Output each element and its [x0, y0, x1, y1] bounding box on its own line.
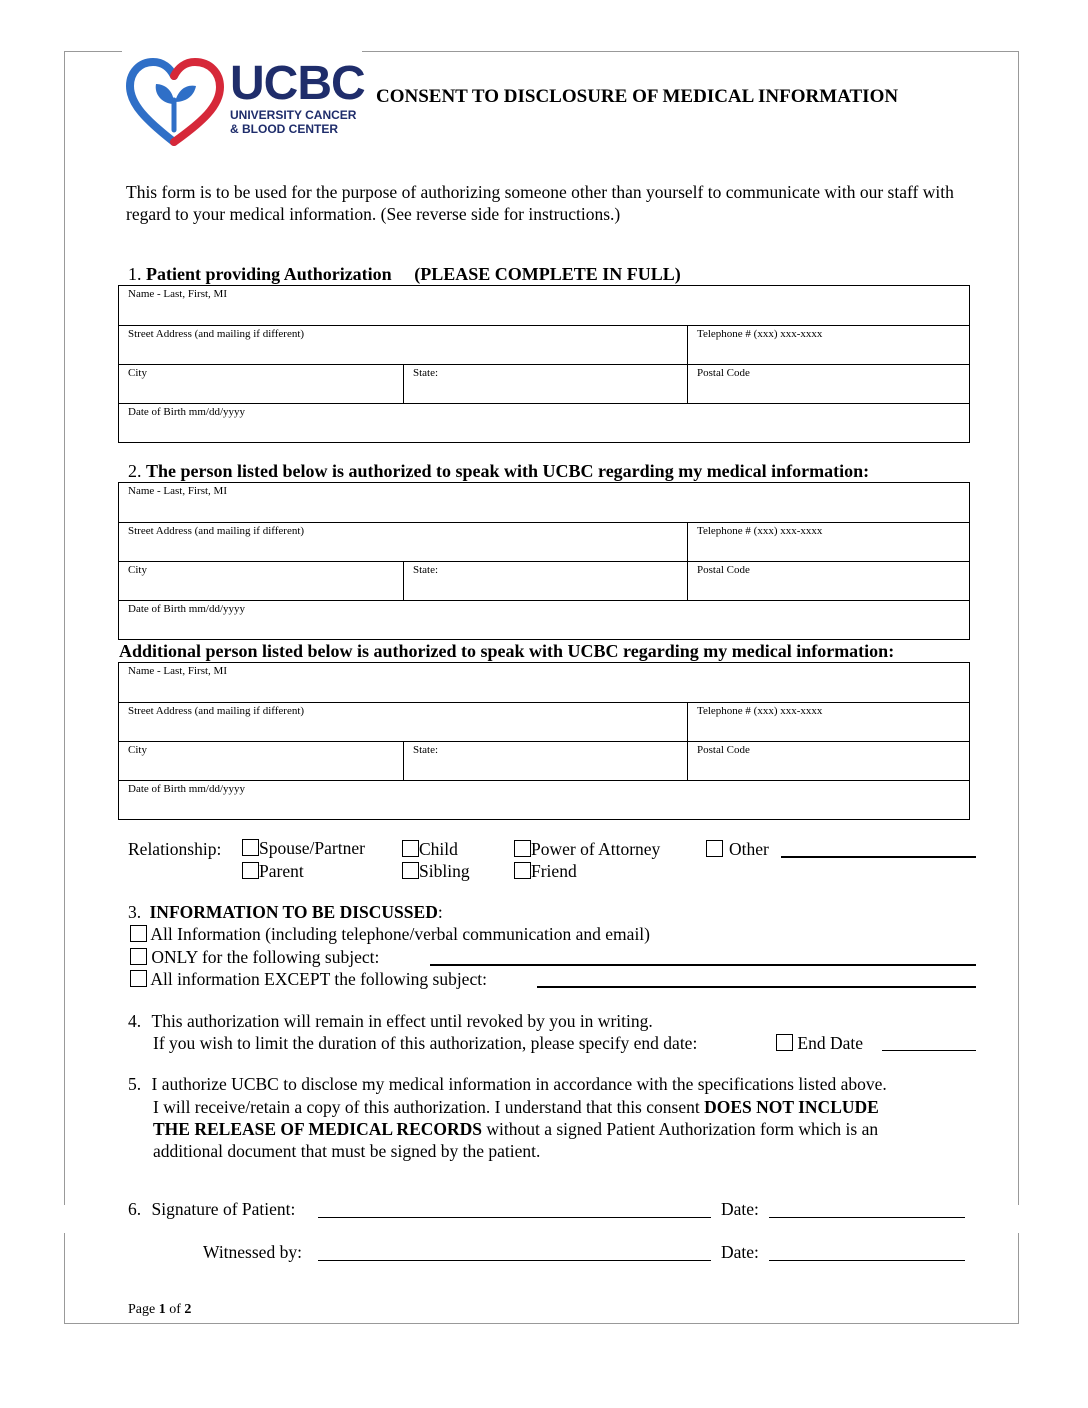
person1-state-field[interactable] [403, 562, 687, 600]
relationship-label: Relationship: [128, 839, 222, 859]
form-title: CONSENT TO DISCLOSURE OF MEDICAL INFORMATION [376, 86, 899, 107]
name-label: Name - Last, First, MI [128, 288, 227, 300]
postal-label: Postal Code [697, 367, 750, 379]
signature-date-line[interactable] [769, 1217, 965, 1218]
intro-text: This form is to be used for the purpose of authorizing someone other than yourself to communicate with our staff with regard to your medical information. (See reverse side for instructions.) [126, 182, 954, 224]
section-3-heading [128, 901, 443, 924]
info-except-label: All information EXCEPT the following subject: [150, 969, 487, 989]
section-5-text-3b: without a signed Patient Authorization form which is an [482, 1119, 879, 1139]
person2-state-field[interactable] [403, 742, 687, 780]
dob-label: Date of Birth mm/dd/yyyy [128, 783, 246, 795]
end-date-checkbox[interactable] [776, 1034, 793, 1051]
signature-label: Signature of Patient: [151, 1199, 296, 1219]
sibling-label: Sibling [419, 861, 470, 881]
patient-city-field[interactable] [119, 365, 403, 403]
parent-checkbox[interactable] [242, 862, 259, 879]
telephone-label: Telephone # (xxx) xxx-xxxx [697, 705, 823, 717]
relationship-child[interactable] [402, 838, 458, 861]
section-3-colon: : [437, 902, 443, 922]
section-2-title: The person listed below is authorized to speak with UCBC regarding my medical information: [146, 461, 870, 481]
section-5-text-2a: I will receive/retain a copy of this authorization. I understand that this consent [153, 1097, 705, 1117]
relationship-poa[interactable] [514, 838, 660, 861]
witness-label: Witnessed by: [203, 1242, 302, 1262]
person1-postal-field[interactable] [687, 562, 969, 600]
person2-city-field[interactable] [119, 742, 403, 780]
section-6-number: 6. [128, 1199, 142, 1219]
end-date-blank-line[interactable] [882, 1050, 976, 1051]
witness-line[interactable] [318, 1260, 711, 1261]
section-4-number: 4. [128, 1011, 142, 1031]
person1-name-field[interactable] [119, 483, 969, 522]
section-5-line-4: additional document that must be signed by the patient. [153, 1141, 541, 1161]
person1-city-field[interactable] [119, 562, 403, 600]
person2-street-field[interactable] [119, 703, 687, 741]
state-label: State: [413, 744, 439, 756]
patient-street-field[interactable] [119, 326, 687, 364]
patient-telephone-field[interactable] [687, 326, 969, 364]
section-2-number: 2. [128, 461, 142, 481]
brand-wordmark [230, 57, 365, 136]
spouse-label: Spouse/Partner [259, 838, 365, 858]
additional-person-heading [119, 641, 894, 662]
info-only-label: ONLY for the following subject: [151, 947, 380, 967]
frame-gap-top [122, 47, 362, 55]
poa-label: Power of Attorney [531, 839, 661, 859]
parent-label: Parent [259, 861, 304, 881]
info-all-checkbox[interactable] [130, 925, 147, 942]
section-5-text-2b: DOES NOT INCLUDE [704, 1097, 879, 1117]
spouse-checkbox[interactable] [242, 839, 259, 856]
end-date-label: End Date [797, 1033, 863, 1053]
child-checkbox[interactable] [402, 840, 419, 857]
patient-dob-field[interactable] [119, 404, 969, 442]
section-1-title: Patient providing Authorization [146, 264, 392, 284]
telephone-label: Telephone # (xxx) xxx-xxxx [697, 328, 823, 340]
info-only-blank-line[interactable] [430, 964, 976, 966]
patient-postal-field[interactable] [687, 365, 969, 403]
of-word: of [165, 1302, 185, 1317]
info-only-option[interactable] [130, 946, 379, 969]
person2-dob-field[interactable] [119, 781, 969, 819]
patient-info-grid [118, 285, 970, 443]
person2-name-field[interactable] [119, 663, 969, 702]
section-5-line-2 [153, 1096, 879, 1119]
page-total: 2 [184, 1302, 192, 1317]
relationship-sibling[interactable] [402, 860, 470, 883]
postal-label: Postal Code [697, 564, 750, 576]
end-date-option[interactable] [776, 1032, 863, 1055]
state-label: State: [413, 564, 439, 576]
frame-gap-right [1014, 1205, 1024, 1233]
additional-person-grid [118, 662, 970, 820]
page-number [128, 1302, 191, 1318]
person1-street-field[interactable] [119, 523, 687, 561]
section-3-title: INFORMATION TO BE DISCUSSED [149, 902, 438, 922]
poa-checkbox[interactable] [514, 840, 531, 857]
relationship-parent[interactable] [242, 860, 304, 883]
sibling-checkbox[interactable] [402, 862, 419, 879]
brand-name: UCBC [230, 57, 365, 110]
postal-label: Postal Code [697, 744, 750, 756]
section-4-line-2: If you wish to limit the duration of this authorization, please specify end date: [153, 1033, 698, 1053]
person1-dob-field[interactable] [119, 601, 969, 639]
name-label: Name - Last, First, MI [128, 485, 227, 497]
name-label: Name - Last, First, MI [128, 665, 227, 677]
section-3-number: 3. [128, 902, 142, 922]
street-label: Street Address (and mailing if different) [128, 525, 305, 537]
info-except-checkbox[interactable] [130, 970, 147, 987]
page-word: Page [128, 1302, 159, 1317]
authorized-person-grid [118, 482, 970, 640]
friend-label: Friend [531, 861, 577, 881]
section-1-heading [128, 264, 681, 285]
person2-telephone-field[interactable] [687, 703, 969, 741]
info-only-checkbox[interactable] [130, 948, 147, 965]
info-all-option[interactable] [130, 923, 650, 946]
street-label: Street Address (and mailing if different) [128, 705, 305, 717]
frame-gap-left [60, 1205, 70, 1233]
section-5-text-3a: THE RELEASE OF MEDICAL RECORDS [153, 1119, 482, 1139]
witness-date-line[interactable] [769, 1260, 965, 1261]
patient-name-field[interactable] [119, 286, 969, 325]
other-checkbox[interactable] [706, 840, 723, 857]
relationship-other[interactable] [706, 838, 769, 861]
patient-state-field[interactable] [403, 365, 687, 403]
street-label: Street Address (and mailing if different) [128, 328, 305, 340]
section-5-line-1 [128, 1073, 887, 1096]
city-label: City [128, 744, 147, 756]
state-label: State: [413, 367, 439, 379]
section-5-text-1: I authorize UCBC to disclose my medical information in accordance with the specifications listed above. [151, 1074, 887, 1094]
section-2-heading [128, 461, 869, 482]
section-5-line-3 [153, 1118, 878, 1141]
info-all-label: All Information (including telephone/verbal communication and email) [150, 924, 650, 944]
person1-telephone-field[interactable] [687, 523, 969, 561]
signature-date-label: Date: [721, 1199, 759, 1219]
telephone-label: Telephone # (xxx) xxx-xxxx [697, 525, 823, 537]
relationship-friend[interactable] [514, 860, 577, 883]
person2-postal-field[interactable] [687, 742, 969, 780]
witness-date-label: Date: [721, 1242, 759, 1262]
heart-logo-icon [126, 58, 226, 148]
info-except-blank-line[interactable] [537, 986, 976, 988]
brand-line-2: & BLOOD CENTER [230, 122, 338, 136]
section-4-line-1 [128, 1010, 653, 1033]
section-5-number: 5. [128, 1074, 142, 1094]
city-label: City [128, 564, 147, 576]
page-current: 1 [158, 1302, 166, 1317]
section-1-note: (PLEASE COMPLETE IN FULL) [414, 264, 681, 284]
signature-line[interactable] [318, 1217, 711, 1218]
city-label: City [128, 367, 147, 379]
signature-row [128, 1198, 295, 1221]
other-blank-line[interactable] [781, 856, 976, 858]
dob-label: Date of Birth mm/dd/yyyy [128, 406, 246, 418]
section-4-text-1: This authorization will remain in effect until revoked by you in writing. [151, 1011, 653, 1031]
additional-person-title: Additional person listed below is authorized to speak with UCBC regarding my medical information: [119, 641, 895, 661]
dob-label: Date of Birth mm/dd/yyyy [128, 603, 246, 615]
friend-checkbox[interactable] [514, 862, 531, 879]
child-label: Child [419, 839, 458, 859]
relationship-spouse[interactable] [242, 837, 365, 860]
brand-line-1: UNIVERSITY CANCER [230, 108, 357, 122]
info-except-option[interactable] [130, 968, 487, 991]
section-1-number: 1. [128, 264, 142, 284]
other-label: Other [729, 839, 769, 859]
